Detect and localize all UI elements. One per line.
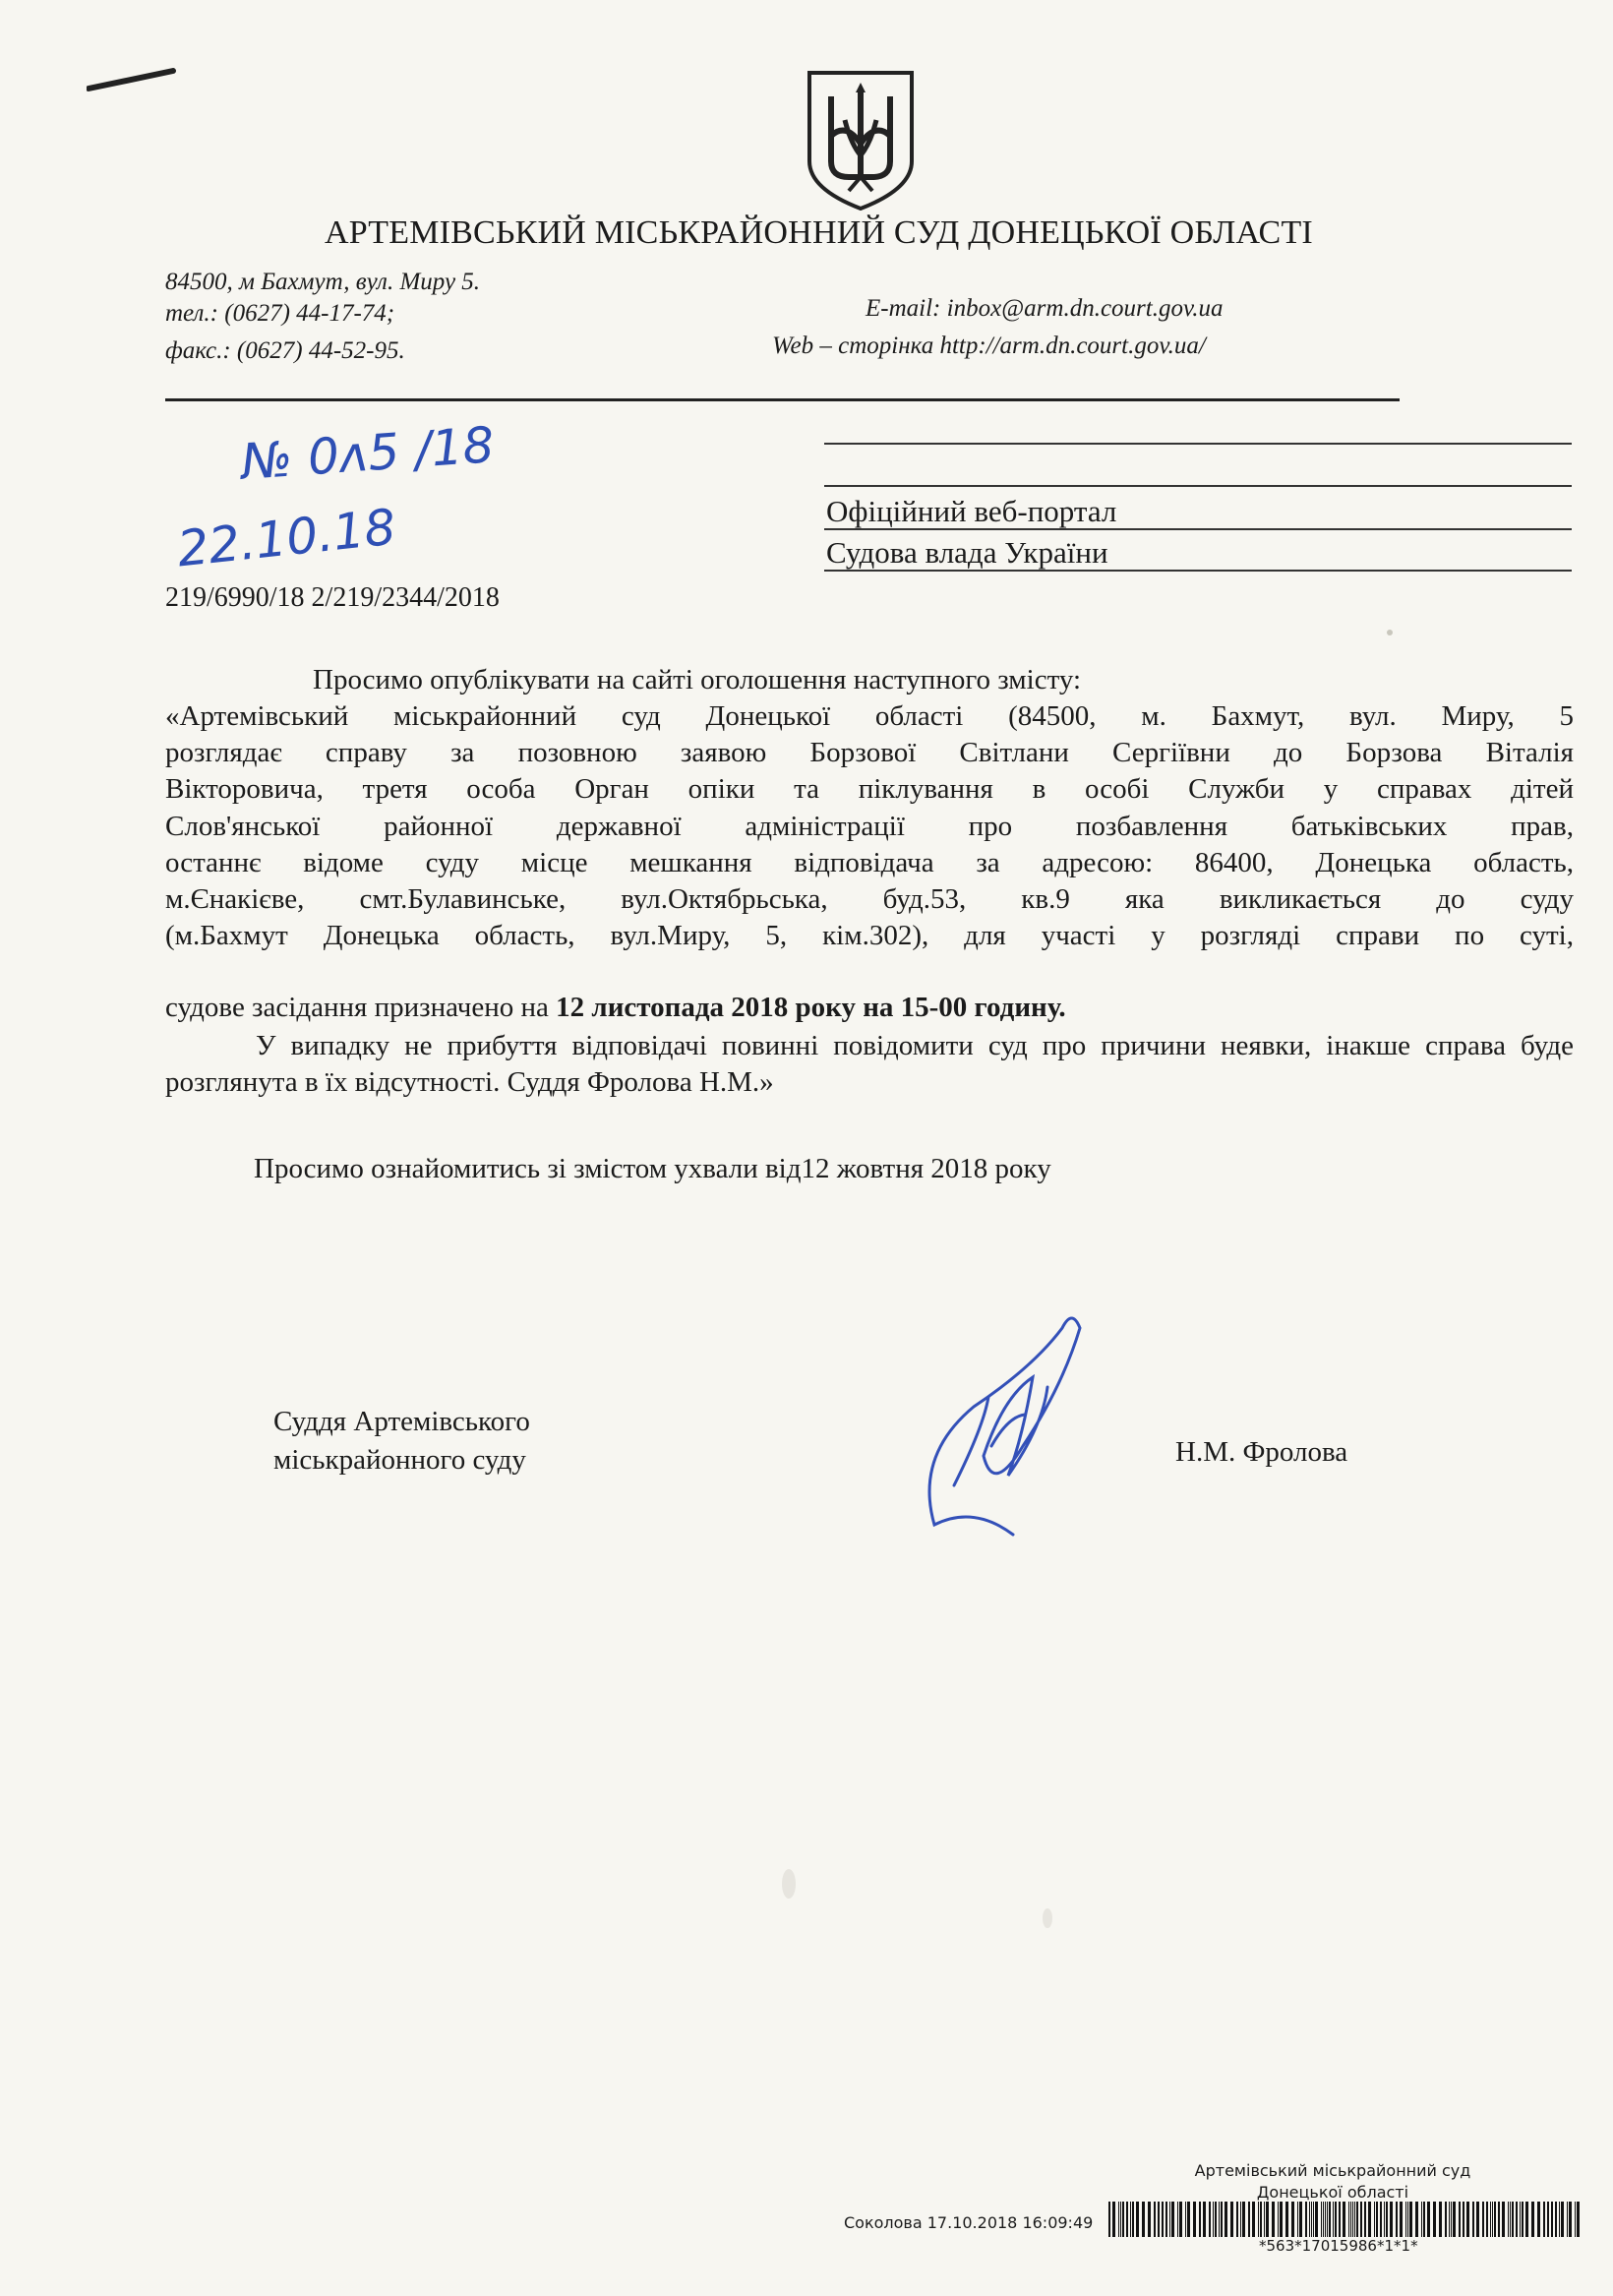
recipient-line-2: Судова влада України xyxy=(826,535,1108,570)
barcode-bar xyxy=(1327,2202,1328,2237)
barcode-bar xyxy=(1494,2202,1496,2237)
barcode-bar xyxy=(1177,2202,1178,2237)
barcode-bar xyxy=(1350,2202,1351,2237)
hearing-date-line xyxy=(165,992,1066,1024)
barcode-bar xyxy=(1313,2202,1314,2237)
barcode-bar xyxy=(1215,2202,1217,2237)
barcode-bar xyxy=(1130,2202,1131,2237)
barcode-bar xyxy=(1221,2202,1223,2237)
barcode-bar xyxy=(1559,2202,1560,2237)
barcode-bar xyxy=(1348,2202,1349,2237)
hearing-prefix: судове засідання призначено на xyxy=(165,992,557,1023)
handwritten-reg-date: 22.10.18 xyxy=(174,498,399,578)
hearing-date: 12 листопада 2018 року на 15-00 годину. xyxy=(556,992,1066,1023)
barcode-bar xyxy=(1299,2202,1302,2237)
barcode-bar xyxy=(1193,2202,1196,2237)
barcode-bar xyxy=(1266,2202,1269,2237)
barcode-bar xyxy=(1203,2202,1206,2237)
barcode-bar xyxy=(1525,2202,1528,2237)
registry-barcode xyxy=(1108,2202,1585,2237)
recipient-line xyxy=(824,443,1572,445)
body-line: Слов'янської районної державної адміністрації про позбавлення батьківських прав, xyxy=(165,810,1574,842)
barcode-bar xyxy=(1498,2202,1500,2237)
body-line: «Артемівський міськрайонний суд Донецької області (84500, м. Бахмут, вул. Миру, 5 xyxy=(165,700,1574,732)
barcode-bar xyxy=(1169,2202,1170,2237)
barcode-bar xyxy=(1225,2202,1227,2237)
barcode-bar xyxy=(1329,2202,1331,2237)
barcode-bar xyxy=(1112,2202,1115,2237)
barcode-bar xyxy=(1466,2202,1469,2237)
barcode-bar xyxy=(1179,2202,1182,2237)
paper-speck xyxy=(1043,1908,1052,1928)
body-line: м.Єнакієве, смт.Булавинське, вул.Октябрьська, буд.53, кв.9 яка викликається до суду xyxy=(165,883,1574,916)
barcode-bar xyxy=(1490,2202,1491,2237)
barcode-bar xyxy=(1368,2202,1371,2237)
barcode-bar xyxy=(1230,2202,1233,2237)
barcode-bar xyxy=(1482,2202,1484,2237)
barcode-bar xyxy=(1171,2202,1174,2237)
barcode-bar xyxy=(1567,2202,1568,2237)
recipient-line xyxy=(824,528,1572,530)
barcode-bar xyxy=(1364,2202,1366,2237)
barcode-bar xyxy=(1453,2202,1456,2237)
barcode-bar xyxy=(1333,2202,1334,2237)
barcode-bar xyxy=(1264,2202,1265,2237)
barcode-bar xyxy=(1415,2202,1418,2237)
barcode-bar xyxy=(1547,2202,1549,2237)
barcode-bar xyxy=(1569,2202,1572,2237)
intro-sentence: Просимо опублікувати на сайті оголошення наступного змісту: xyxy=(313,664,1082,695)
barcode-bar xyxy=(1531,2202,1534,2237)
barcode-bar xyxy=(1376,2202,1378,2237)
barcode-bar xyxy=(1555,2202,1557,2237)
absence-paragraph xyxy=(165,1028,1574,1101)
barcode-bar xyxy=(1423,2202,1425,2237)
signer-name: Н.М. Фролова xyxy=(1175,1436,1348,1468)
ruling-reference: Просимо ознайомитись зі змістом ухвали від12 жовтня 2018 року xyxy=(254,1153,1051,1184)
barcode-number: *563*17015986*1*1* xyxy=(1259,2237,1418,2255)
barcode-bar xyxy=(1472,2202,1474,2237)
barcode-bar xyxy=(1520,2202,1521,2237)
barcode-bar xyxy=(1380,2202,1382,2237)
signer-role xyxy=(273,1403,530,1480)
paper-speck xyxy=(782,1869,796,1899)
barcode-bar xyxy=(1486,2202,1488,2237)
barcode-bar xyxy=(1311,2202,1312,2237)
barcode-bar xyxy=(1280,2202,1283,2237)
registry-stamp-court xyxy=(1151,2160,1515,2204)
registry-stamp-meta: Соколова 17.10.2018 16:09:49 xyxy=(844,2213,1094,2232)
body-line: (м.Бахмут Донецька область, вул.Миру, 5, кім.302), для участі у розгляді справи по суті, xyxy=(165,920,1574,952)
case-numbers: 219/6990/18 2/219/2344/2018 xyxy=(165,582,500,613)
barcode-bar xyxy=(1325,2202,1326,2237)
barcode-bar xyxy=(1449,2202,1450,2237)
court-address: 84500, м Бахмут, вул. Миру 5. xyxy=(165,269,481,295)
body-line: останнє відоме суду місце мешкання відповідача за адресою: 86400, Донецька область, xyxy=(165,846,1574,878)
handwritten-signature xyxy=(915,1308,1111,1544)
barcode-bar xyxy=(1390,2202,1393,2237)
absence-text: У випадку не прибуття відповідачі повинні повідомити суд про причини неявки, інакше справа буде розглянута в їх відсутності. Суддя Фролова Н.М.» xyxy=(165,1030,1574,1099)
barcode-bar xyxy=(1405,2202,1406,2237)
barcode-bar xyxy=(1209,2202,1211,2237)
stamp-court-line-1: Артемівський міськрайонний суд xyxy=(1194,2161,1471,2180)
barcode-bar xyxy=(1343,2202,1345,2237)
barcode-bar xyxy=(1409,2202,1412,2237)
barcode-bar xyxy=(1252,2202,1255,2237)
barcode-bar xyxy=(1492,2202,1493,2237)
barcode-bar xyxy=(1260,2202,1262,2237)
body-line: розглядає справу за позовною заявою Борзової Світлани Сергіївни до Борзова Віталія xyxy=(165,737,1574,769)
court-website: Web – сторінка http://arm.dn.court.gov.ua/ xyxy=(772,332,1206,359)
barcode-bar xyxy=(1315,2202,1318,2237)
barcode-bar xyxy=(1516,2202,1518,2237)
barcode-bar xyxy=(1433,2202,1436,2237)
barcode-bar xyxy=(1285,2202,1288,2237)
barcode-bar xyxy=(1384,2202,1385,2237)
barcode-bar xyxy=(1551,2202,1553,2237)
barcode-bar xyxy=(1386,2202,1388,2237)
barcode-bar xyxy=(1162,2202,1164,2237)
barcode-bar xyxy=(1400,2202,1403,2237)
recipient-line xyxy=(824,485,1572,487)
signer-role-line-2: міськрайонного суду xyxy=(273,1444,526,1476)
barcode-bar xyxy=(1463,2202,1464,2237)
coat-of-arms-icon xyxy=(802,67,920,212)
barcode-bar xyxy=(1439,2202,1442,2237)
barcode-bar xyxy=(1120,2202,1121,2237)
barcode-bar xyxy=(1187,2202,1190,2237)
barcode-bar xyxy=(1154,2202,1156,2237)
barcode-bar xyxy=(1258,2202,1259,2237)
barcode-bar xyxy=(1561,2202,1564,2237)
barcode-bar xyxy=(1236,2202,1238,2237)
barcode-bar xyxy=(1421,2202,1422,2237)
body-line: Вікторовича, третя особа Орган опіки та піклування в особі Служби у справах дітей xyxy=(165,773,1574,806)
barcode-bar xyxy=(1272,2202,1275,2237)
signer-role-line-1: Суддя Артемівського xyxy=(273,1406,530,1437)
barcode-bar xyxy=(1335,2202,1337,2237)
recipient-line-1: Офіційний веб-портал xyxy=(826,494,1117,528)
barcode-bar xyxy=(1502,2202,1505,2237)
corner-pen-mark xyxy=(87,67,177,92)
barcode-bar xyxy=(1240,2202,1241,2237)
barcode-bar xyxy=(1407,2202,1408,2237)
stamp-court-line-2: Донецької області xyxy=(1256,2183,1409,2202)
barcode-bar xyxy=(1445,2202,1447,2237)
barcode-bar xyxy=(1360,2202,1362,2237)
court-fax: факс.: (0627) 44-52-95. xyxy=(165,337,405,364)
barcode-bar xyxy=(1512,2202,1514,2237)
barcode-bar xyxy=(1508,2202,1509,2237)
barcode-bar xyxy=(1118,2202,1119,2237)
barcode-bar xyxy=(1510,2202,1511,2237)
barcode-bar xyxy=(1575,2202,1576,2237)
barcode-bar xyxy=(1122,2202,1124,2237)
barcode-bar xyxy=(1323,2202,1324,2237)
recipient-line xyxy=(824,570,1572,572)
handwritten-reg-number: № 0ᴧ5 /18 xyxy=(239,416,497,491)
barcode-bar xyxy=(1451,2202,1452,2237)
barcode-bar xyxy=(1339,2202,1341,2237)
barcode-bar xyxy=(1522,2202,1523,2237)
barcode-bar xyxy=(1278,2202,1279,2237)
header-divider xyxy=(165,398,1400,401)
barcode-bar xyxy=(1108,2202,1110,2237)
court-phone: тел.: (0627) 44-17-74; xyxy=(165,300,395,327)
barcode-bar xyxy=(1374,2202,1375,2237)
barcode-bar xyxy=(1165,2202,1167,2237)
barcode-bar xyxy=(1142,2202,1145,2237)
barcode-bar xyxy=(1356,2202,1358,2237)
court-name-heading: АРТЕМІВСЬКИЙ МІСЬКРАЙОННИЙ СУД ДОНЕЦЬКОЇ ОБЛАСТІ xyxy=(325,214,1313,251)
barcode-bar xyxy=(1396,2202,1398,2237)
barcode-bar xyxy=(1305,2202,1307,2237)
barcode-bar xyxy=(1242,2202,1245,2237)
barcode-bar xyxy=(1158,2202,1160,2237)
barcode-bar xyxy=(1537,2202,1540,2237)
barcode-bar xyxy=(1427,2202,1430,2237)
barcode-bar xyxy=(1354,2202,1355,2237)
barcode-bar xyxy=(1148,2202,1151,2237)
barcode-bar xyxy=(1459,2202,1461,2237)
barcode-bar xyxy=(1543,2202,1545,2237)
barcode-bar xyxy=(1248,2202,1250,2237)
barcode-bar xyxy=(1136,2202,1139,2237)
barcode-bar xyxy=(1213,2202,1214,2237)
barcode-bar xyxy=(1352,2202,1353,2237)
paper-speck xyxy=(1387,630,1393,635)
court-email: E-mail: inbox@arm.dn.court.gov.ua xyxy=(866,295,1224,322)
barcode-bar xyxy=(1321,2202,1322,2237)
barcode-bar xyxy=(1297,2202,1298,2237)
barcode-bar xyxy=(1577,2202,1580,2237)
barcode-bar xyxy=(1309,2202,1310,2237)
barcode-bar xyxy=(1185,2202,1186,2237)
announcement-body xyxy=(165,698,1574,954)
barcode-bar xyxy=(1219,2202,1220,2237)
barcode-bar xyxy=(1291,2202,1294,2237)
barcode-bar xyxy=(1126,2202,1128,2237)
barcode-bar xyxy=(1476,2202,1479,2237)
barcode-bar xyxy=(1199,2202,1201,2237)
barcode-bar xyxy=(1132,2202,1134,2237)
